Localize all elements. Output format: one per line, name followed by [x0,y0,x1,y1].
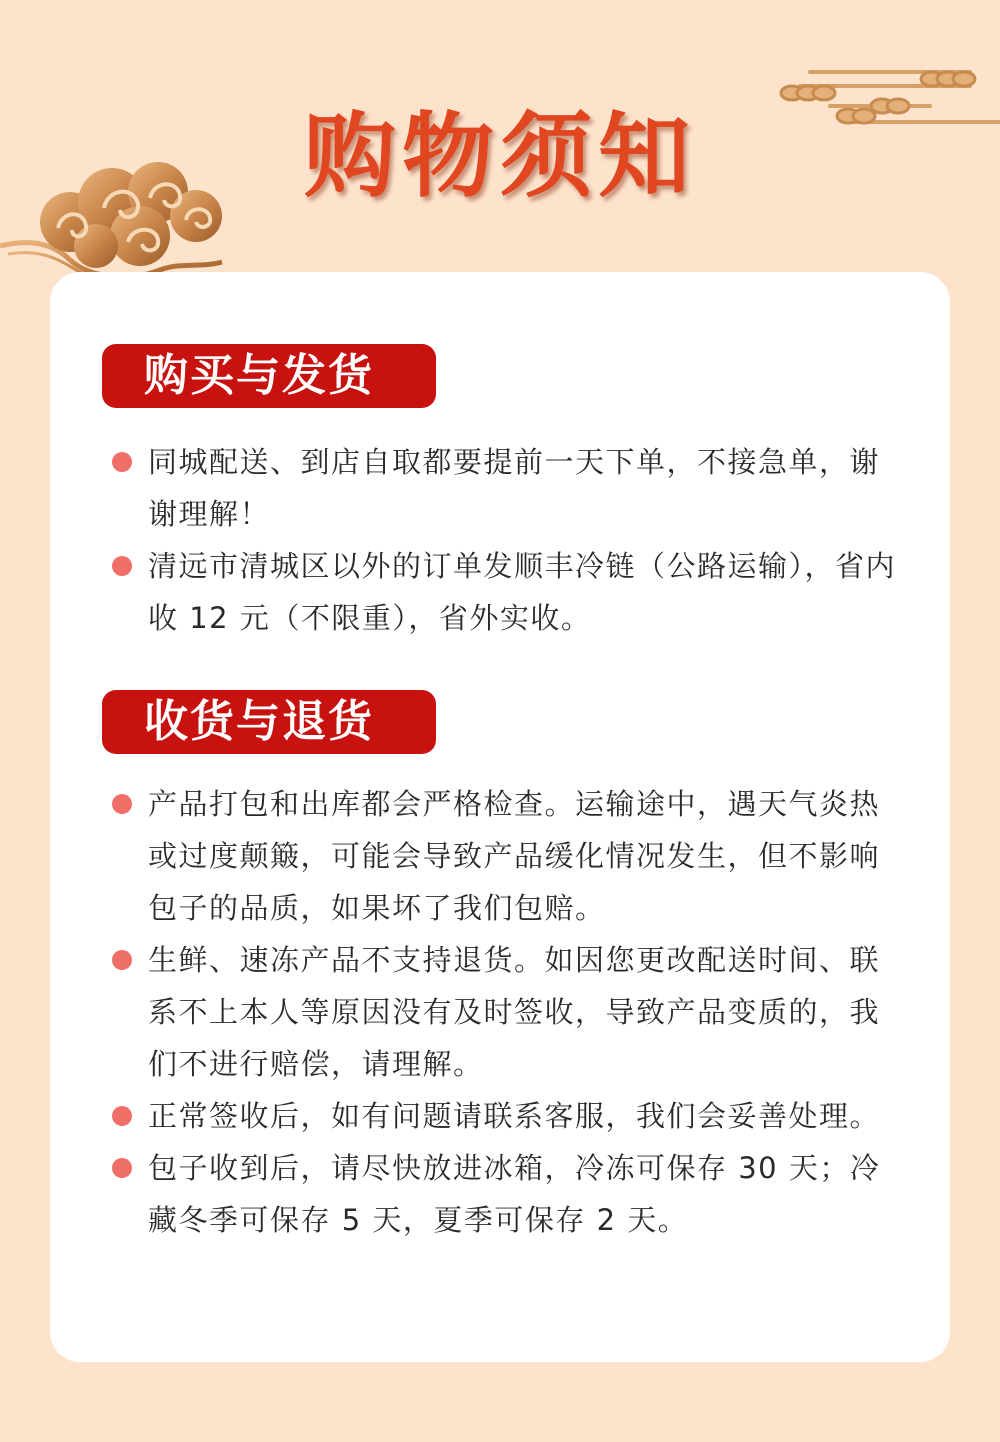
bullet-dot-icon [112,1158,132,1178]
list-item [108,540,898,644]
notice-card [50,272,950,1362]
bullet-dot-icon [112,950,132,970]
list-item-text: 同城配送、到店自取都要提前一天下单，不接急单，谢谢理解！ [148,445,881,531]
bullet-dot-icon [112,1106,132,1126]
list-item-text: 生鲜、速冻产品不支持退货。如因您更改配送时间、联系不上本人等原因没有及时签收，导致产品变质的，我们不进行赔偿，请理解。 [148,943,881,1081]
section-title-receipt-returns: 收货与退货 [102,690,436,754]
list-item [108,1142,898,1246]
list-item-text: 包子收到后，请尽快放进冰箱，冷冻可保存 30 天；冷藏冬季可保存 5 天，夏季可保存 2 天。 [148,1151,881,1237]
list-item-text: 清远市清城区以外的订单发顺丰冷链（公路运输），省内收 12 元（不限重），省外实收。 [148,549,897,635]
page-title: 购物须知 [303,102,696,210]
list-item [108,778,898,934]
list-item-text: 正常签收后，如有问题请联系客服，我们会妥善处理。 [148,1099,881,1133]
list-item [108,1090,898,1142]
section-list-purchase-shipping [108,436,898,644]
bullet-dot-icon [112,452,132,472]
list-item [108,436,898,540]
list-item [108,934,898,1090]
list-item-text: 产品打包和出库都会严格检查。运输途中，遇天气炎热或过度颠簸，可能会导致产品缓化情况发生，但不影响包子的品质，如果坏了我们包赔。 [148,787,881,925]
bullet-dot-icon [112,794,132,814]
bullet-dot-icon [112,556,132,576]
section-list-receipt-returns [108,778,898,1246]
section-title-purchase-shipping: 购买与发货 [102,344,436,408]
